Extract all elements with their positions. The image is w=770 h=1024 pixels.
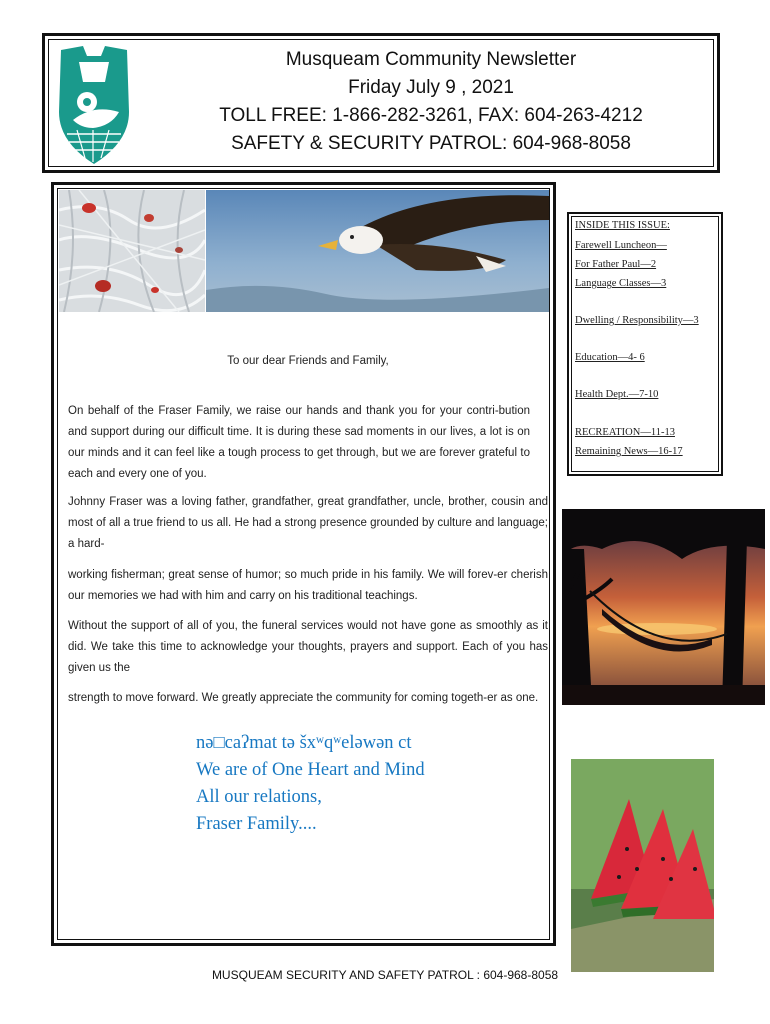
letter-paragraph-4: Without the support of all of you, the funeral services would not have gone as smoothly as it did. We take this time to acknowledge your thoughts, prayers and support. Each of you has given us the bbox=[68, 620, 548, 674]
toc-item-dwelling[interactable]: Dwelling / Responsibility—3 bbox=[575, 315, 699, 326]
toll-free-fax-line: TOLL FREE: 1-866-282-3261, FAX: 604-263-4212 bbox=[219, 105, 643, 126]
closing-relations-line: All our relations, bbox=[196, 787, 322, 807]
footer-patrol-line: MUSQUEAM SECURITY AND SAFETY PATROL : 604-968-8058 bbox=[211, 968, 559, 982]
watermelon-photo bbox=[571, 759, 714, 972]
newsletter-title: Musqueam Community Newsletter bbox=[285, 49, 577, 70]
toc-item-father-paul[interactable]: For Father Paul—2 bbox=[575, 259, 657, 270]
letter-closing bbox=[196, 730, 425, 838]
letter-paragraph-2: Johnny Fraser was a loving father, grandfather, great grandfather, uncle, brother, cousin and most of all a true friend to us all. He had a strong presence grounded by culture and language; a hard- bbox=[68, 496, 548, 550]
closing-halkomelem-line: nə□caʔmat tə šxʷqʷeləwən ct bbox=[196, 733, 412, 753]
toc-item-recreation[interactable]: RECREATION—11-13 bbox=[575, 427, 675, 438]
letter-paragraph-1: On behalf of the Fraser Family, we raise our hands and thank you for your contri-bution and support during our difficult time. It is during these sad moments in our lives, a lot is on our minds and it can feel like a tough process to get through, but we are forever grateful to each and every one of you. bbox=[68, 405, 530, 480]
toc-item-farewell-luncheon[interactable]: Farewell Luncheon— bbox=[575, 240, 667, 251]
newsletter-date: Friday July 9 , 2021 bbox=[348, 77, 514, 98]
toc-item-language-classes[interactable]: Language Classes—3 bbox=[575, 278, 667, 289]
header-text-block bbox=[165, 46, 697, 158]
letter-paragraph-3: working fisherman; great sense of humor; so much pride in his family. We will forev-er cherish our memories we had with him and carry on his traditional teachings. bbox=[68, 569, 548, 602]
patrol-phone-line: SAFETY & SECURITY PATROL: 604-968-8058 bbox=[231, 133, 631, 154]
toc-title: INSIDE THIS ISSUE: bbox=[575, 220, 670, 231]
fishing-net-photo bbox=[59, 190, 205, 312]
musqueam-logo-icon bbox=[53, 42, 135, 166]
letter-paragraph-5: strength to move forward. We greatly appreciate the community for coming togeth-er as one. bbox=[68, 692, 539, 704]
toc-item-health[interactable]: Health Dept.—7-10 bbox=[575, 389, 659, 400]
eagle-photo bbox=[206, 190, 549, 312]
toc-item-remaining-news[interactable]: Remaining News—16-17 bbox=[575, 446, 683, 457]
sunset-hammock-photo bbox=[562, 509, 765, 705]
letter-salutation: To our dear Friends and Family, bbox=[227, 355, 389, 367]
closing-one-heart-line: We are of One Heart and Mind bbox=[196, 760, 425, 780]
toc-item-education[interactable]: Education—4- 6 bbox=[575, 352, 645, 363]
inside-this-issue-box bbox=[567, 212, 723, 476]
closing-signature-line: Fraser Family.... bbox=[196, 814, 317, 834]
newsletter-header bbox=[42, 33, 720, 173]
